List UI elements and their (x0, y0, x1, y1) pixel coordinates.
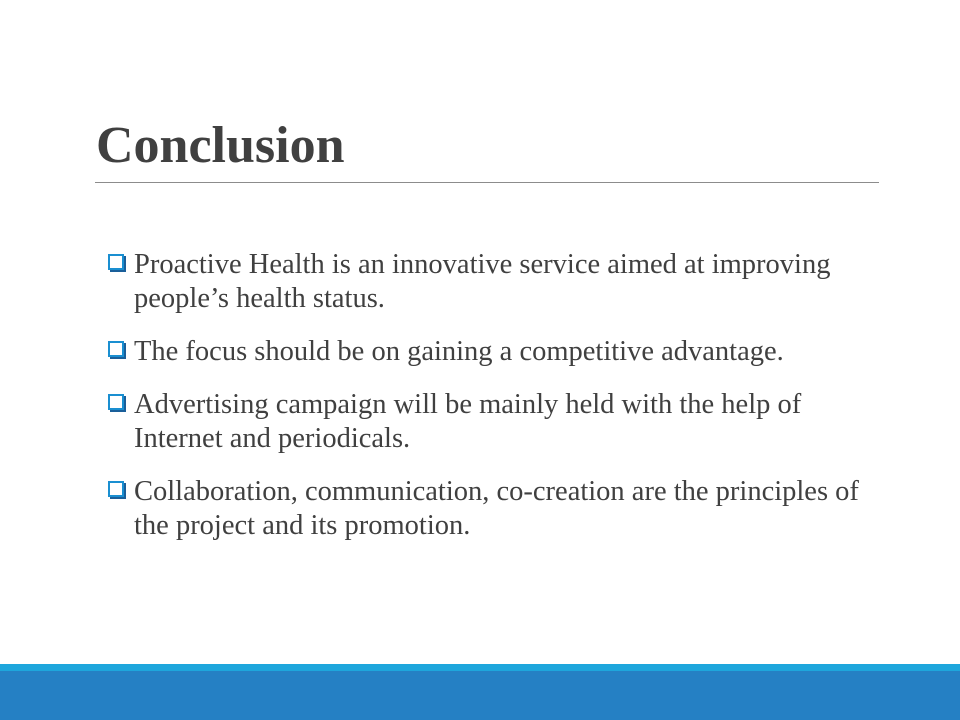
bullet-text: The focus should be on gaining a competitive advantage. (134, 336, 784, 367)
bullet-item (106, 475, 876, 543)
footer-band (0, 664, 960, 720)
bullet-item (106, 388, 876, 456)
title-divider (95, 182, 879, 183)
footer-bar (0, 671, 960, 720)
hollow-square-bullet-icon (108, 394, 124, 410)
bullet-text: Proactive Health is an innovative service aimed at improving people’s health status. (134, 249, 831, 314)
bullet-item (106, 335, 876, 369)
bullet-item (106, 248, 876, 316)
hollow-square-bullet-icon (108, 254, 124, 270)
slide-title: Conclusion (96, 117, 345, 174)
hollow-square-bullet-icon (108, 481, 124, 497)
hollow-square-bullet-icon (108, 341, 124, 357)
bullet-text: Advertising campaign will be mainly held with the help of Internet and periodicals. (134, 389, 802, 454)
bullet-list (106, 248, 876, 562)
bullet-text: Collaboration, communication, co-creation are the principles of the project and its promotion. (134, 476, 859, 541)
footer-accent-stripe (0, 664, 960, 671)
